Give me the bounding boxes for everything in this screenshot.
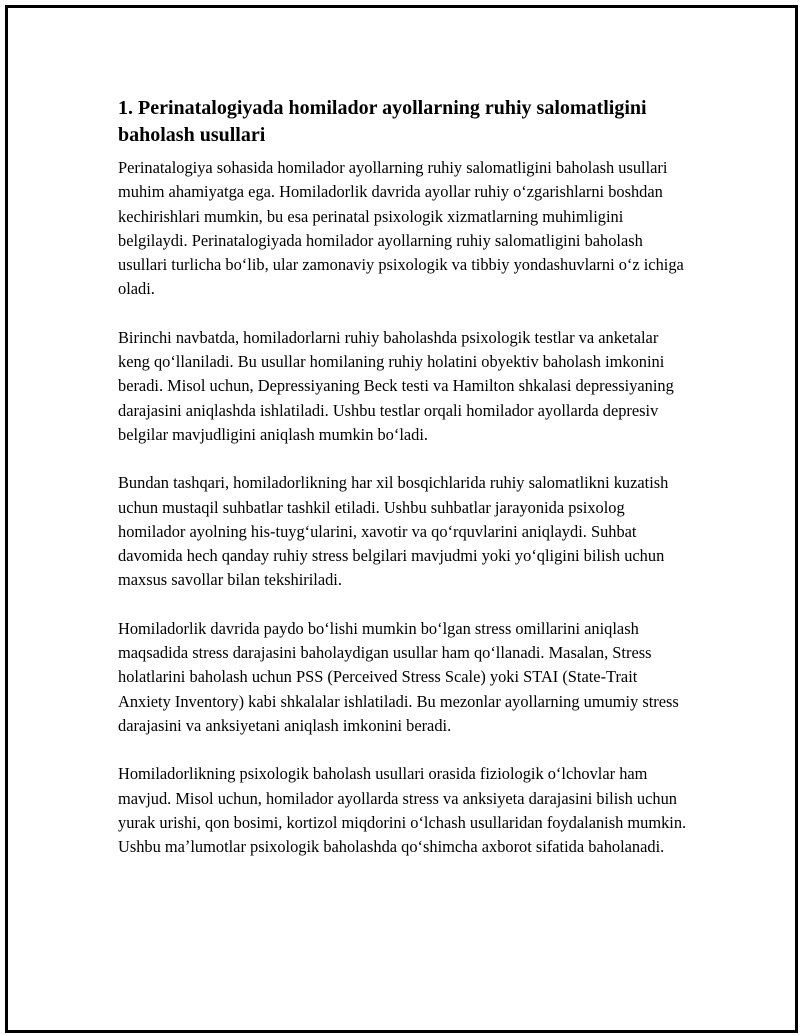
paragraph-4: Homiladorlik davrida paydo boʻlishi mumkin boʻlgan stress omillarini aniqlash maqsadida stress darajasini baholaydigan usullar ham qoʻllanadi. Masalan, Stress holatlarini baholash uchun PSS (Perceived Stress Scale) yoki STAI (State-Trait Anxiety Inventory) kabi shkalalar ishlatiladi. Bu mezonlar ayollarning umumiy stress darajasini va anksiyetani aniqlash imkonini beradi. — [118, 618, 679, 735]
paragraph-1: Perinatalogiya sohasida homilador ayollarning ruhiy salomatligini baholash usullari muhim ahamiyatga ega. Homiladorlik davrida ayollar ruhiy oʻzgarishlarni boshdan kechirishlari mumkin, bu esa perinatal psixologik xizmatlarning muhimligini belgilaydi. Perinatalogiyada homilador ayollarning ruhiy salomatligini baholash usullari turlicha boʻlib, ular zamonaviy psixologik va tibbiy yondashuvlarni oʻz ichiga oladi. — [118, 158, 684, 299]
document-body — [118, 95, 688, 883]
paragraph-5: Homiladorlikning psixologik baholash usullari orasida fiziologik oʻlchovlar ham mavjud. Misol uchun, homilador ayollarda stress va anksiyeta darajasini bilish uchun yurak urishi, qon bosimi, kortizol miqdorini oʻlchash usullaridan foydalanish mumkin. Ushbu maʼlumotlar psixologik baholashda qoʻshimcha axborot sifatida baholanadi. — [118, 764, 687, 857]
section-heading: 1. Perinatalogiyada homilador ayollarning ruhiy salomatligini baholash usullari — [118, 97, 647, 146]
paragraph-2: Birinchi navbatda, homiladorlarni ruhiy baholashda psixologik testlar va anketalar keng qoʻllaniladi. Bu usullar homilaning ruhiy holatini obyektiv baholash imkonini beradi. Misol uchun, Depressiyaning Beck testi va Hamilton shkalasi depressiyaning darajasini aniqlashda ishlatiladi. Ushbu testlar orqali homilador ayollarda depresiv belgilar mavjudligini aniqlash mumkin boʻladi. — [118, 327, 674, 444]
paragraph-3: Bundan tashqari, homiladorlikning har xil bosqichlarida ruhiy salomatlikni kuzatish uchun mustaqil suhbatlar tashkil etiladi. Ushbu suhbatlar jarayonida psixolog homilador ayolning his-tuygʻularini, xavotir va qoʻrquvlarini aniqlaydi. Suhbat davomida hech qanday ruhiy stress belgilari mavjudmi yoki yoʻqligini bilish uchun maxsus savollar bilan tekshiriladi. — [118, 473, 669, 590]
